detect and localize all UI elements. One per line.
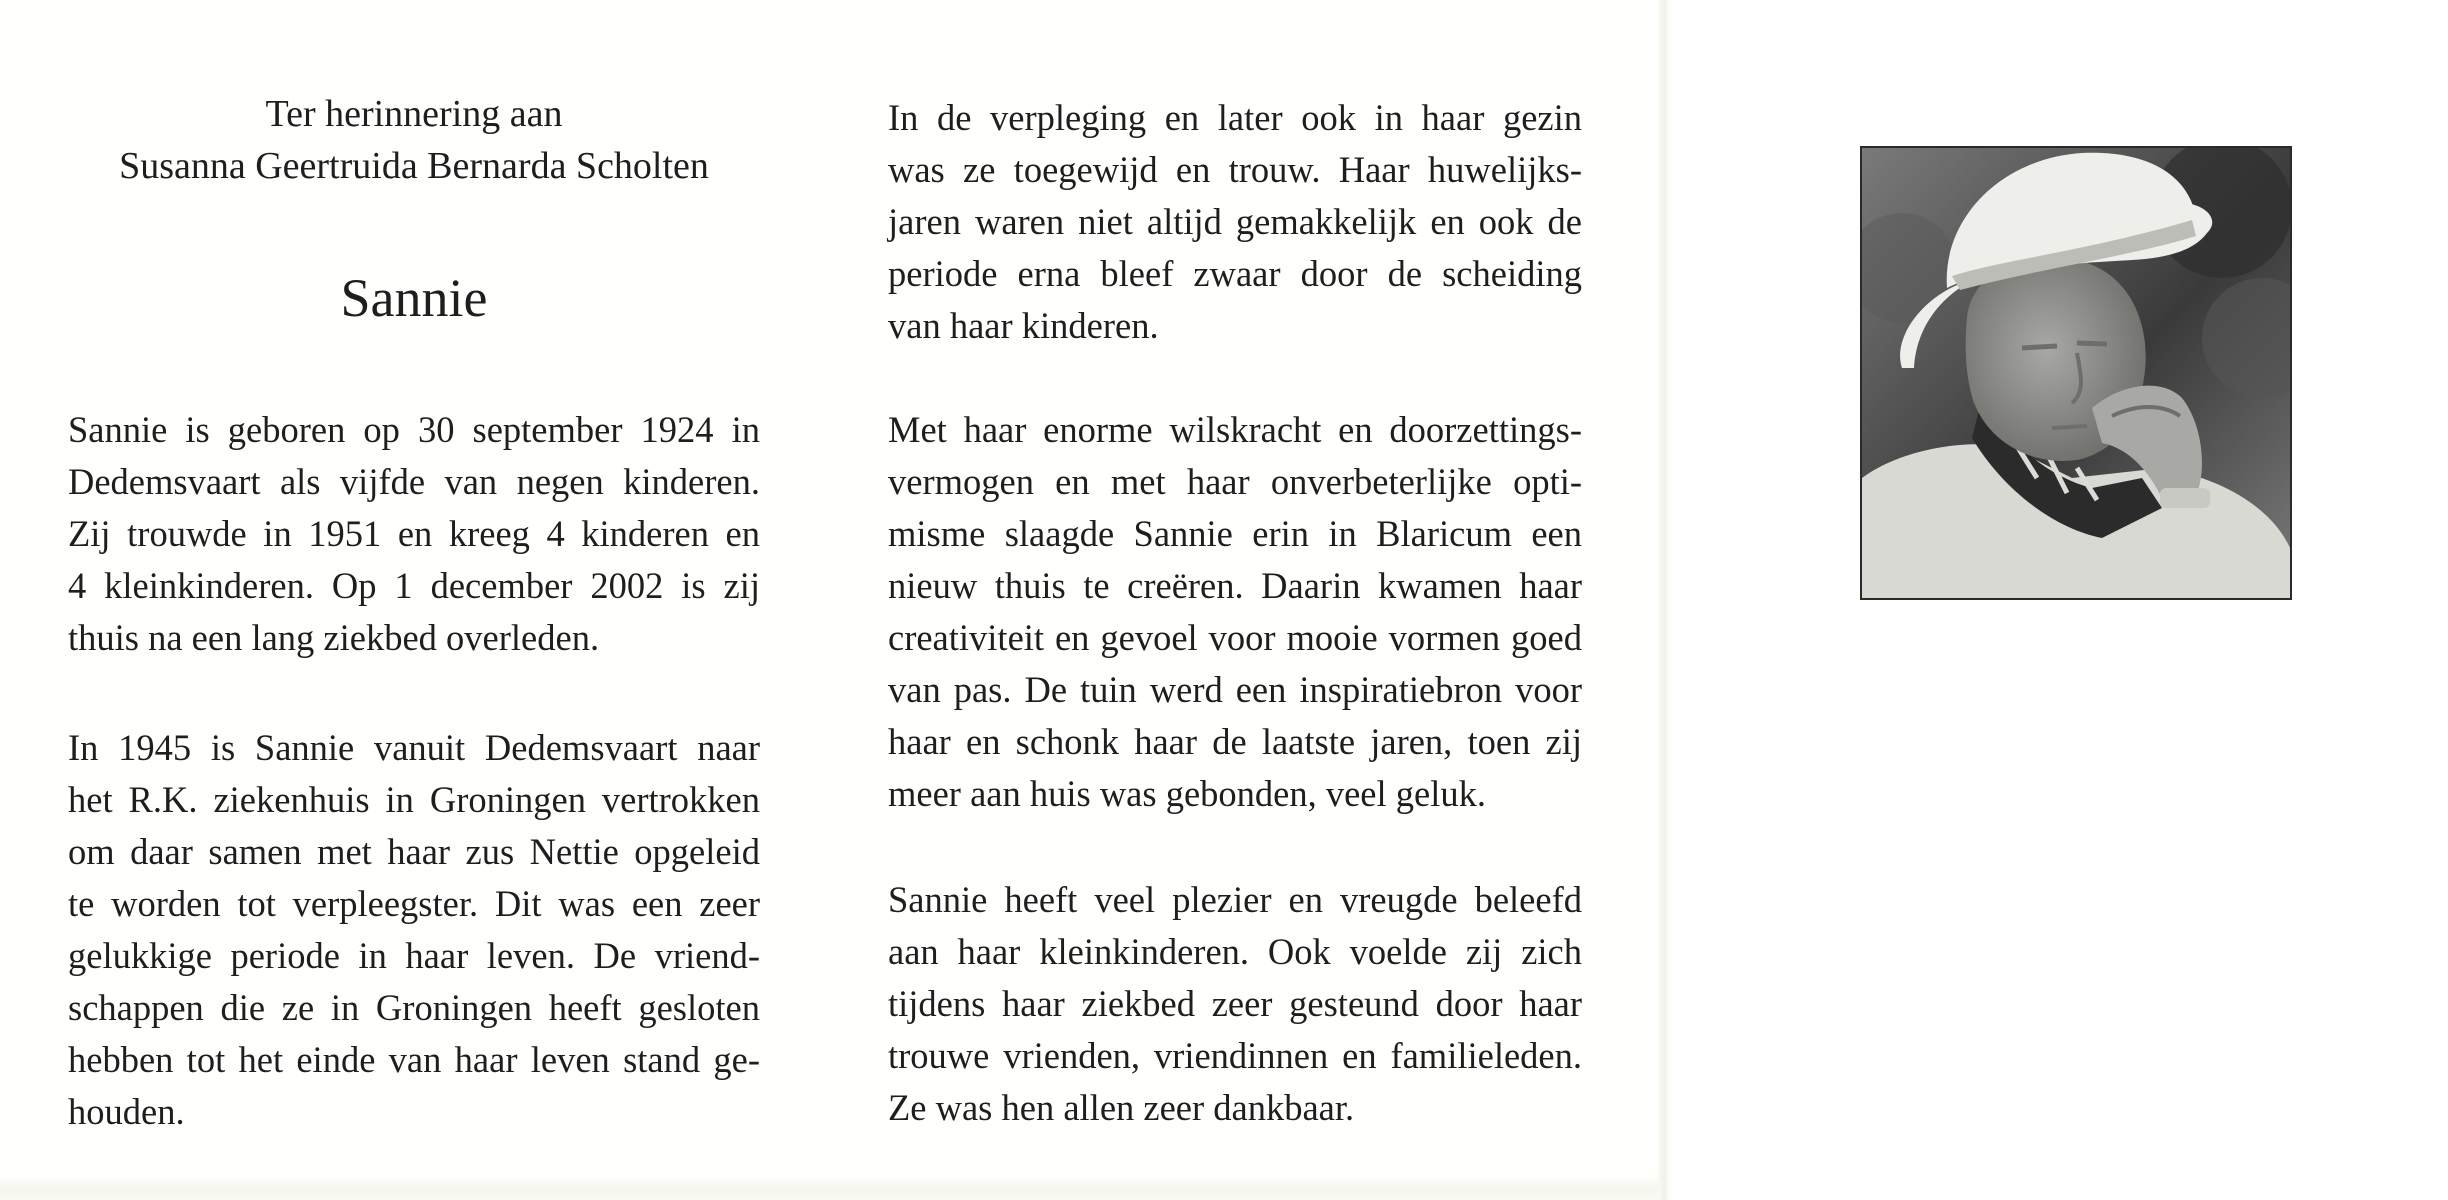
text-line: thuis na een lang ziekbed overleden. — [68, 617, 600, 658]
nickname-title: Sannie — [340, 268, 488, 328]
paragraph-blaricum — [888, 404, 1582, 820]
text-line: In de verpleging en later ook in haar gezin — [888, 97, 1582, 138]
text-line: In 1945 is Sannie vanuit Dedemsvaart naar — [68, 727, 760, 768]
text-line: creativiteit en gevoel voor mooie vormen goed — [888, 617, 1582, 658]
text-line: aan haar kleinkinderen. Ook voelde zij zich — [888, 931, 1582, 972]
full-name: Susanna Geertruida Bernarda Scholten — [119, 145, 709, 187]
text-line: schappen die ze in Groningen heeft gesloten — [68, 987, 760, 1028]
memorial-header — [68, 88, 760, 192]
paragraph-groningen — [68, 722, 760, 1138]
text-line: trouwe vrienden, vriendinnen en familieleden. — [888, 1035, 1582, 1076]
text-line: tijdens haar ziekbed zeer gesteund door haar — [888, 983, 1582, 1024]
text-line: van haar kinderen. — [888, 305, 1159, 346]
paragraph-nursing — [888, 92, 1582, 352]
in-memory-of-text: Ter herinnering aan — [265, 93, 563, 135]
text-line: om daar samen met haar zus Nettie opgeleid — [68, 831, 760, 872]
text-line: Met haar enorme wilskracht en doorzettings- — [888, 409, 1582, 450]
portrait-photo-icon — [1862, 148, 2290, 598]
text-line: misme slaagde Sannie erin in Blaricum een — [888, 513, 1582, 554]
text-line: nieuw thuis te creëren. Daarin kwamen haar — [888, 565, 1582, 606]
portrait-photo — [1860, 146, 2292, 600]
text-line: Sannie heeft veel plezier en vreugde beleefd — [888, 879, 1582, 920]
text-line: haar en schonk haar de laatste jaren, toen zij — [888, 721, 1582, 762]
paragraph-birth — [68, 404, 760, 664]
text-line: Ze was hen allen zeer dankbaar. — [888, 1087, 1355, 1128]
text-line: te worden tot verpleegster. Dit was een zeer — [68, 883, 760, 924]
text-line: van pas. De tuin werd een inspiratiebron voor — [888, 669, 1582, 710]
text-line: hebben tot het einde van haar leven stand ge- — [68, 1039, 760, 1080]
card-fold — [1658, 0, 1672, 1200]
paper-bottom-edge — [0, 1176, 1668, 1200]
text-line: periode erna bleef zwaar door de scheiding — [888, 253, 1582, 294]
paragraph-grandchildren — [888, 874, 1582, 1134]
text-line: het R.K. ziekenhuis in Groningen vertrokken — [68, 779, 760, 820]
text-line: 4 kleinkinderen. Op 1 december 2002 is zij — [68, 565, 760, 606]
text-line: vermogen en met haar onverbeterlijke opti- — [888, 461, 1582, 502]
text-line: Dedemsvaart als vijfde van negen kinderen. — [68, 461, 760, 502]
text-line: Zij trouwde in 1951 en kreeg 4 kinderen en — [68, 513, 760, 554]
text-line: jaren waren niet altijd gemakkelijk en ook de — [888, 201, 1582, 242]
text-line: was ze toegewijd en trouw. Haar huwelijks- — [888, 149, 1582, 190]
text-line: gelukkige periode in haar leven. De vriend- — [68, 935, 760, 976]
text-line: Sannie is geboren op 30 september 1924 in — [68, 409, 760, 450]
text-line: houden. — [68, 1091, 185, 1132]
photo-watch — [2160, 488, 2210, 508]
text-line: meer aan huis was gebonden, veel geluk. — [888, 773, 1486, 814]
